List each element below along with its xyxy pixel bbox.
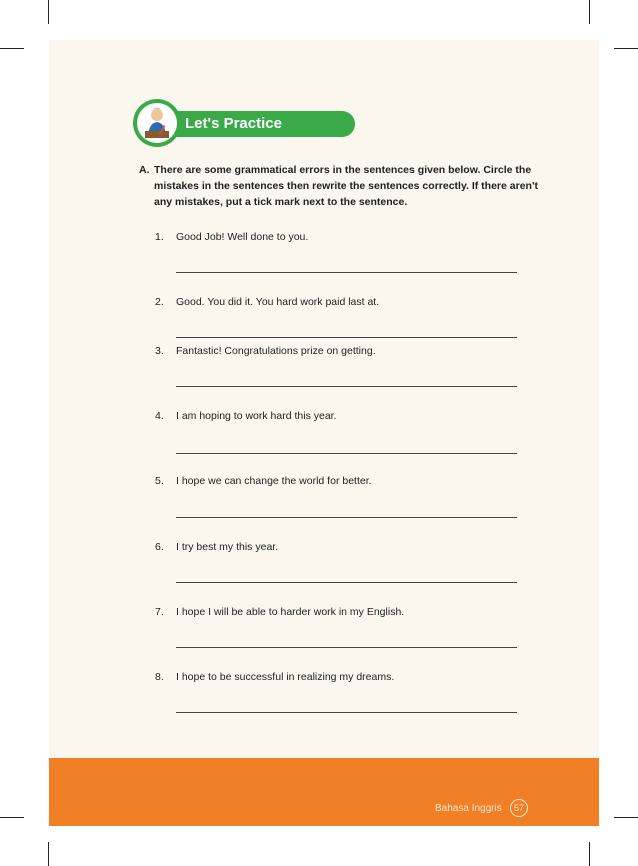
crop-mark <box>48 842 49 866</box>
student-writing-icon <box>132 98 182 148</box>
item-sentence: Good Job! Well done to you. <box>176 231 309 243</box>
section-banner <box>159 111 355 137</box>
item-sentence: I hope I will be able to harder work in my English. <box>176 606 405 618</box>
section-title: Let's Practice <box>185 115 282 132</box>
item-sentence: I hope to be successful in realizing my dreams. <box>176 671 395 683</box>
exercise-marker: A. <box>139 164 150 176</box>
item-number: 6. <box>155 541 164 553</box>
item-sentence: I try best my this year. <box>176 541 279 553</box>
page-footer <box>49 758 599 826</box>
instruction-text: There are some grammatical errors in the sentences given below. Circle the mistakes in the sentences then rewrite the sentences correctly. If there aren't any mistakes, put a tick mark next to the sentence. <box>154 164 538 208</box>
item-sentence: Fantastic! Congratulations prize on getting. <box>176 345 376 357</box>
item-number: 8. <box>155 671 164 683</box>
answer-line[interactable] <box>176 453 517 454</box>
item-sentence: I am hoping to work hard this year. <box>176 410 337 422</box>
answer-line[interactable] <box>176 272 517 273</box>
item-number: 4. <box>155 410 164 422</box>
answer-line[interactable] <box>176 582 517 583</box>
item-number: 5. <box>155 475 164 487</box>
crop-mark <box>614 48 638 49</box>
answer-line[interactable] <box>176 647 517 648</box>
answer-line[interactable] <box>176 337 517 338</box>
page-number: 57 <box>510 799 528 817</box>
book-title: Bahasa Inggris <box>435 803 502 814</box>
crop-mark <box>589 0 590 24</box>
crop-mark <box>0 48 24 49</box>
book-page <box>49 40 599 826</box>
answer-line[interactable] <box>176 712 517 713</box>
item-number: 7. <box>155 606 164 618</box>
answer-line[interactable] <box>176 517 517 518</box>
crop-mark <box>0 817 24 818</box>
item-sentence: I hope we can change the world for better. <box>176 475 372 487</box>
item-sentence: Good. You did it. You hard work paid last at. <box>176 296 380 308</box>
crop-mark <box>48 0 49 24</box>
answer-line[interactable] <box>176 386 517 387</box>
item-number: 2. <box>155 296 164 308</box>
crop-mark <box>614 817 638 818</box>
item-number: 3. <box>155 345 164 357</box>
exercise-instruction <box>139 162 549 210</box>
crop-mark <box>589 842 590 866</box>
item-number: 1. <box>155 231 164 243</box>
